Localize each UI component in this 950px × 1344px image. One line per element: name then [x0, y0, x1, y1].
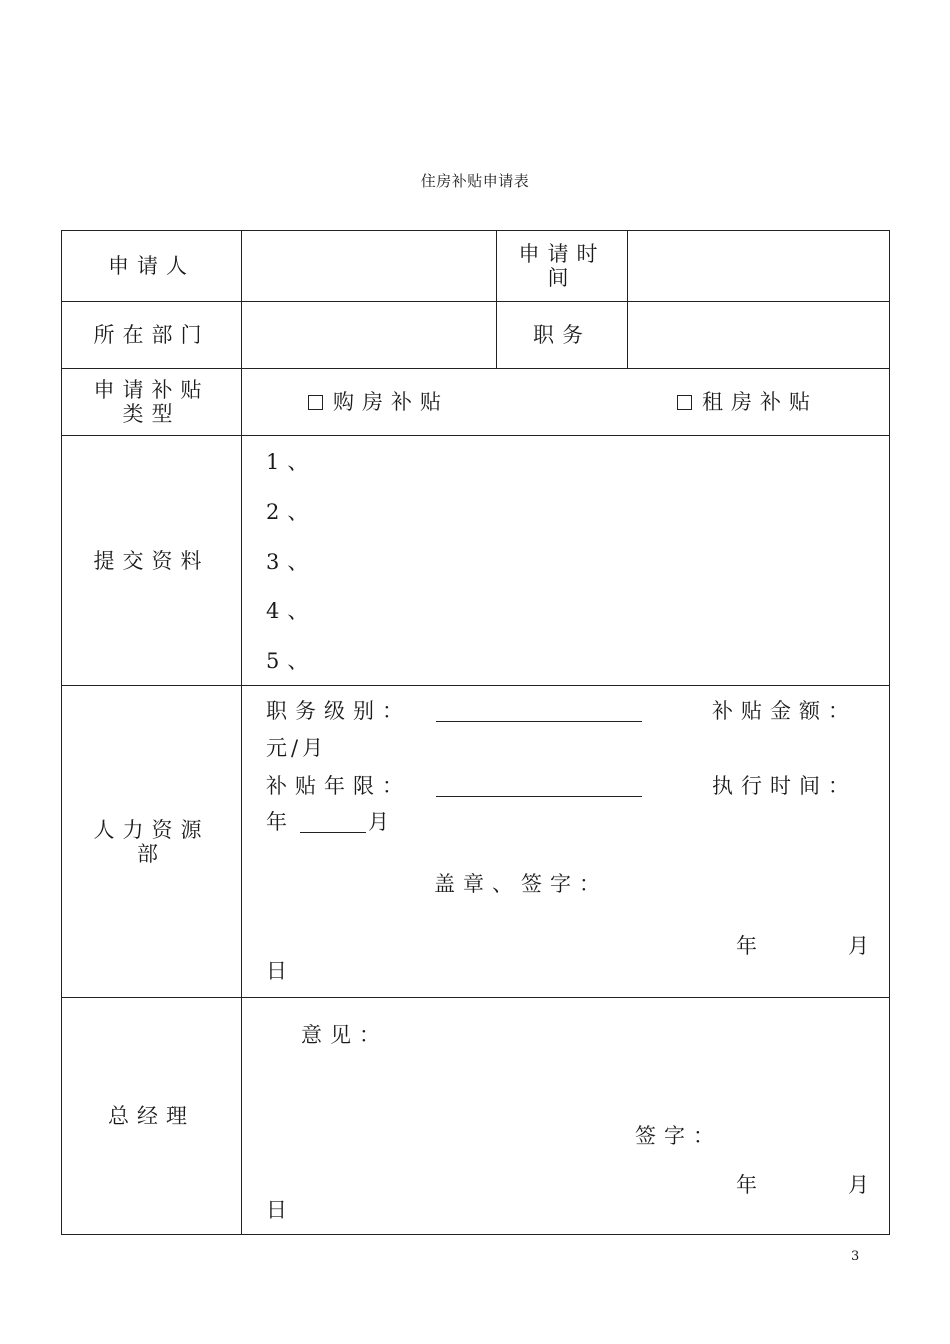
- apply-time-label-cell: [496, 230, 628, 302]
- apply-time-label-line1: 申请时: [518, 242, 606, 266]
- hr-date-month: 月: [848, 934, 877, 958]
- gm-content-cell: [241, 997, 890, 1235]
- opinion-label: 意见：: [301, 1023, 388, 1047]
- subsidy-type-label-line2: 类型: [122, 402, 181, 426]
- exec-month-line[interactable]: [300, 832, 366, 833]
- applicant-label-cell: [61, 230, 242, 302]
- materials-label-cell: [61, 435, 242, 686]
- position-value-cell[interactable]: [627, 301, 890, 369]
- materials-list-cell: [241, 435, 890, 686]
- hr-label-line1: 人力资源: [93, 817, 210, 842]
- material-item-2: 2、: [266, 500, 317, 524]
- subsidy-type-options-cell: [241, 368, 890, 436]
- exec-year-label: 年: [266, 810, 295, 834]
- hr-label-line2: 部: [137, 841, 166, 866]
- subsidy-amount-label: 补贴金额：: [712, 699, 857, 723]
- apply-time-value-cell[interactable]: [627, 230, 890, 302]
- applicant-value-cell[interactable]: [241, 230, 497, 302]
- exec-time-label: 执行时间：: [712, 774, 857, 798]
- page-number: 3: [851, 1249, 860, 1264]
- position-label-cell: [496, 301, 628, 369]
- department-label-cell: [61, 301, 242, 369]
- hr-date-day: 日: [266, 959, 295, 983]
- material-item-4: 4、: [266, 599, 317, 623]
- option-purchase[interactable]: [308, 389, 449, 415]
- amount-unit: 元/月: [266, 736, 328, 760]
- materials-label: 提交资料: [93, 548, 210, 573]
- gm-label: 总经理: [108, 1104, 195, 1128]
- rent-checkbox[interactable]: [677, 395, 692, 410]
- gm-sign-label: 签字：: [635, 1124, 722, 1148]
- hr-date-year: 年: [736, 934, 765, 958]
- hr-content-cell: [241, 685, 890, 998]
- department-label: 所在部门: [93, 323, 210, 347]
- seal-sign-label: 盖章、签字：: [434, 872, 608, 896]
- job-level-label: 职务级别：: [266, 699, 411, 723]
- application-form-table: [61, 230, 890, 1235]
- gm-date-year: 年: [736, 1173, 765, 1197]
- exec-month-label: 月: [368, 810, 397, 834]
- subsidy-years-label: 补贴年限：: [266, 774, 411, 798]
- position-label: 职务: [533, 323, 591, 347]
- job-level-line[interactable]: [436, 721, 642, 722]
- hr-label-cell: [61, 685, 242, 998]
- purchase-checkbox[interactable]: [308, 395, 323, 410]
- option-rent-label: 租房补贴: [702, 390, 818, 414]
- subsidy-years-line[interactable]: [436, 796, 642, 797]
- material-item-3: 3、: [266, 550, 317, 574]
- material-item-5: 5、: [266, 649, 317, 673]
- gm-label-cell: [61, 997, 242, 1235]
- option-purchase-label: 购房补贴: [333, 390, 449, 414]
- gm-date-month: 月: [848, 1173, 877, 1197]
- department-value-cell[interactable]: [241, 301, 497, 369]
- gm-date-day: 日: [266, 1198, 295, 1222]
- material-item-1: 1、: [266, 450, 317, 474]
- subsidy-type-label-line1: 申请补贴: [93, 378, 210, 402]
- option-rent[interactable]: [677, 389, 818, 415]
- applicant-label: 申请人: [108, 254, 195, 278]
- apply-time-label-line2: 间: [547, 266, 577, 290]
- subsidy-type-label-cell: [61, 368, 242, 436]
- page-title: 住房补贴申请表: [420, 172, 530, 190]
